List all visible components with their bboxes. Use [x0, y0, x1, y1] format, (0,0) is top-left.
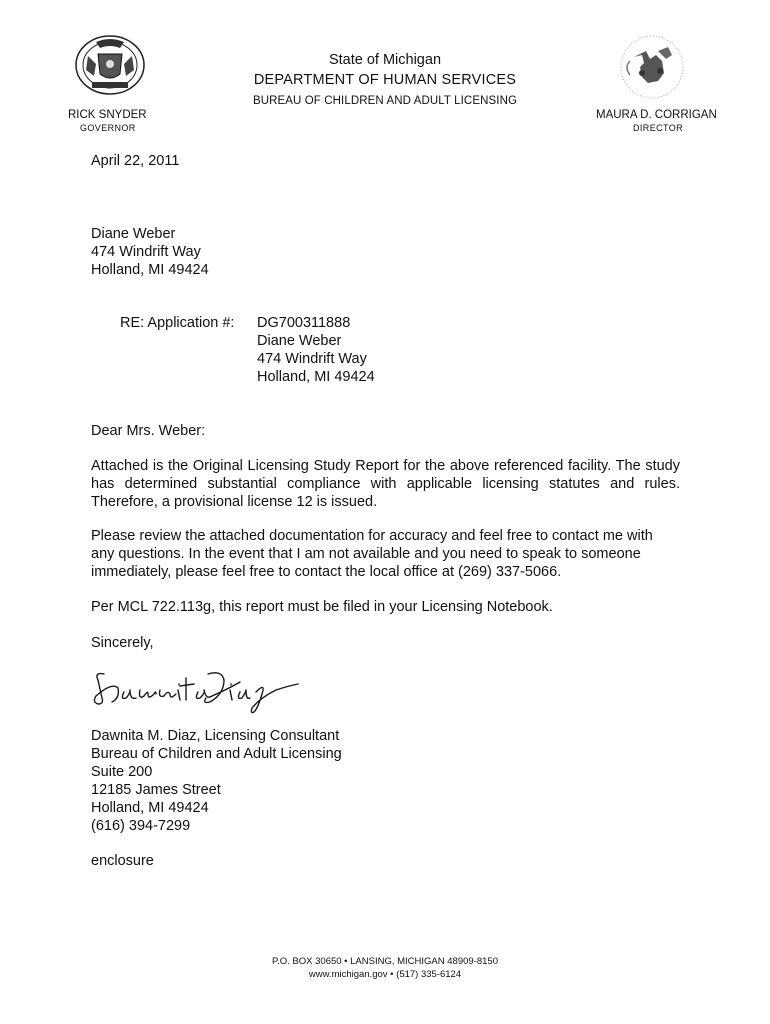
re-city: Holland, MI 49424 [257, 369, 375, 385]
signer-suite: Suite 200 [91, 764, 153, 780]
paragraph-3: Per MCL 722.113g, this report must be filed in your Licensing Notebook. [91, 599, 553, 615]
paragraph-1: Attached is the Original Licensing Study Report for the above referenced facility. The study has determined substantial compliance with applicable licensing statutes and rules. Therefore, a provisional license 12 is issued. [91, 458, 680, 510]
signer-street: 12185 James Street [91, 782, 221, 798]
signer-city: Holland, MI 49424 [91, 800, 209, 816]
signer-bureau: Bureau of Children and Adult Licensing [91, 746, 342, 762]
governor-title: GOVERNOR [80, 123, 136, 133]
signature-block [91, 727, 342, 835]
signature [90, 664, 305, 716]
header-bureau: BUREAU OF CHILDREN AND ADULT LICENSING [252, 95, 518, 107]
header-department: DEPARTMENT OF HUMAN SERVICES [253, 72, 517, 88]
re-name: Diane Weber [257, 333, 342, 349]
recipient-address [91, 225, 209, 279]
header-state: State of Michigan [328, 52, 442, 68]
footer-contact: www.michigan.gov • (517) 335-6124 [308, 969, 462, 980]
signer-phone: (616) 394-7299 [91, 818, 191, 834]
recipient-street: 474 Windrift Way [91, 244, 201, 260]
paragraph-2-line: any questions. In the event that I am not available and you need to speak to someone [91, 546, 641, 562]
recipient-name: Diane Weber [91, 226, 176, 242]
paragraph-2 [91, 527, 680, 581]
salutation: Dear Mrs. Weber: [91, 423, 206, 439]
footer-address: P.O. BOX 30650 • LANSING, MICHIGAN 48909-8150 [272, 956, 498, 967]
re-label: RE: Application #: [120, 315, 235, 331]
paragraph-2-line: immediately, please feel free to contact the local office at (269) 337-5066. [91, 564, 562, 580]
enclosure-note: enclosure [91, 853, 154, 869]
application-number: DG700311888 [257, 315, 351, 331]
recipient-city: Holland, MI 49424 [91, 262, 209, 278]
governor-name: RICK SNYDER [68, 109, 147, 121]
closing: Sincerely, [91, 635, 154, 651]
director-title: DIRECTOR [633, 123, 684, 133]
re-street: 474 Windrift Way [257, 351, 367, 367]
signer-name: Dawnita M. Diaz, Licensing Consultant [91, 728, 340, 744]
letter-date: April 22, 2011 [91, 153, 180, 169]
paragraph-2-line: Please review the attached documentation for accuracy and feel free to contact me with [91, 528, 653, 544]
re-block [257, 314, 375, 386]
director-name: MAURA D. CORRIGAN [596, 109, 717, 121]
